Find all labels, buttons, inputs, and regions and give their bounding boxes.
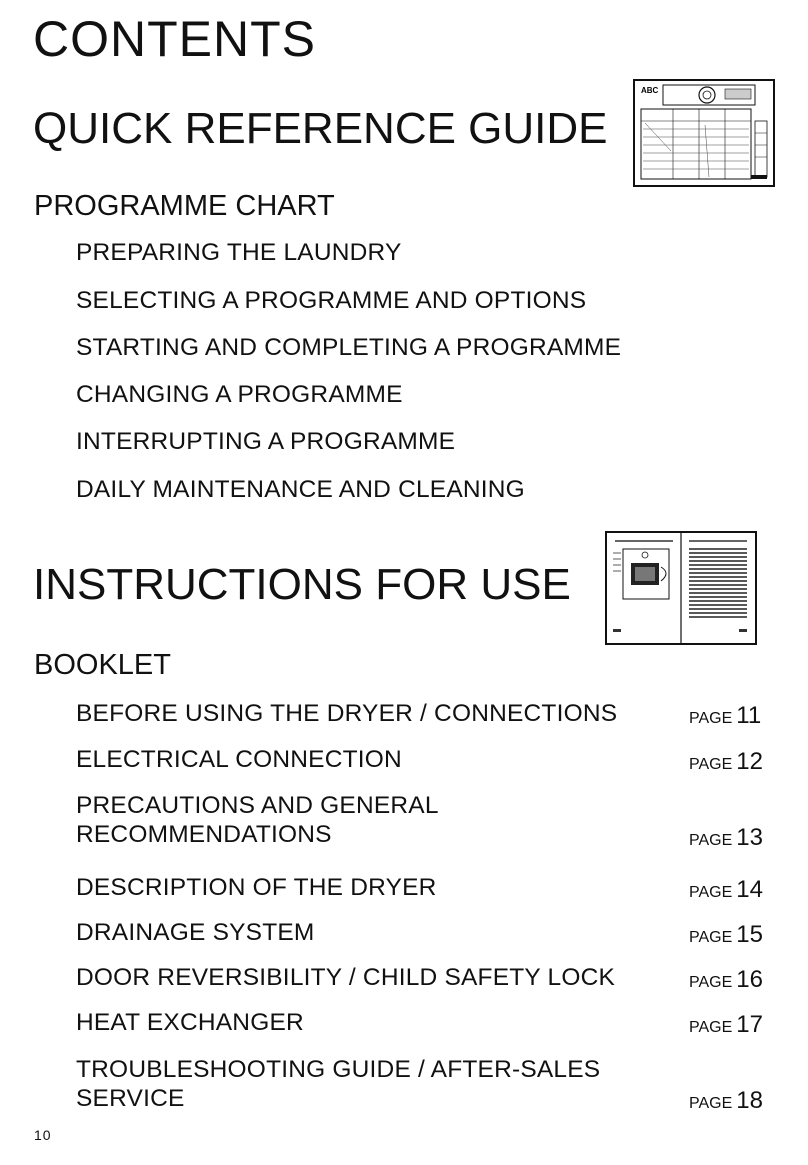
- page-label: PAGE: [689, 756, 733, 773]
- toc-item-daily-maintenance: DAILY MAINTENANCE AND CLEANING: [76, 476, 525, 503]
- booklet-heading: BOOKLET: [34, 649, 171, 681]
- page-number: 13: [736, 824, 763, 851]
- page-ref-drainage: [689, 921, 763, 949]
- page-ref-before-using: [689, 702, 761, 730]
- page-number: 18: [736, 1087, 763, 1114]
- page-label: PAGE: [689, 1095, 733, 1112]
- quick-reference-guide-heading: QUICK REFERENCE GUIDE: [33, 104, 608, 153]
- page-number: 14: [736, 876, 763, 903]
- page-label: PAGE: [689, 832, 733, 849]
- page-number: 12: [736, 748, 763, 775]
- toc-item-selecting-programme: SELECTING A PROGRAMME AND OPTIONS: [76, 287, 587, 314]
- page-number: 17: [736, 1011, 763, 1038]
- page-ref-precautions: [689, 824, 763, 852]
- toc-entry-troubleshooting: TROUBLESHOOTING GUIDE / AFTER-SALES SERVICE: [76, 1056, 601, 1112]
- page-label: PAGE: [689, 929, 733, 946]
- page-ref-description: [689, 876, 763, 904]
- page-label: PAGE: [689, 974, 733, 991]
- toc-entry-before-using: BEFORE USING THE DRYER / CONNECTIONS: [76, 700, 618, 727]
- toc-item-preparing-laundry: PREPARING THE LAUNDRY: [76, 239, 402, 266]
- page-ref-heat-exchanger: [689, 1011, 763, 1039]
- page-label: PAGE: [689, 884, 733, 901]
- page-ref-troubleshooting: [689, 1087, 763, 1115]
- toc-item-changing-programme: CHANGING A PROGRAMME: [76, 381, 403, 408]
- page-title: CONTENTS: [33, 11, 316, 67]
- page-ref-door-reversibility: [689, 966, 763, 994]
- programme-chart-thumbnail: [633, 79, 775, 187]
- toc-entry-electrical-connection: ELECTRICAL CONNECTION: [76, 746, 402, 773]
- thumbnail-label: ABC: [641, 86, 659, 95]
- page-number: 16: [736, 966, 763, 993]
- programme-chart-heading: PROGRAMME CHART: [34, 190, 335, 222]
- footer-page-number: 10: [34, 1127, 52, 1143]
- toc-entry-drainage: DRAINAGE SYSTEM: [76, 919, 315, 946]
- booklet-thumbnail: [605, 531, 757, 645]
- booklet-illustration: [607, 533, 755, 643]
- page-number: 15: [736, 921, 763, 948]
- page-label: PAGE: [689, 710, 733, 727]
- instructions-for-use-heading: INSTRUCTIONS FOR USE: [33, 560, 571, 609]
- page-ref-electrical-connection: [689, 748, 763, 776]
- page-number: 11: [736, 702, 762, 729]
- toc-item-interrupting-programme: INTERRUPTING A PROGRAMME: [76, 428, 456, 455]
- toc-entry-precautions: PRECAUTIONS AND GENERAL RECOMMENDATIONS: [76, 792, 438, 848]
- toc-item-starting-programme: STARTING AND COMPLETING A PROGRAMME: [76, 334, 622, 361]
- toc-entry-door-reversibility: DOOR REVERSIBILITY / CHILD SAFETY LOCK: [76, 964, 616, 991]
- programme-chart-illustration: [635, 81, 773, 185]
- page-label: PAGE: [689, 1019, 733, 1036]
- toc-entry-heat-exchanger: HEAT EXCHANGER: [76, 1009, 304, 1036]
- toc-entry-description: DESCRIPTION OF THE DRYER: [76, 874, 437, 901]
